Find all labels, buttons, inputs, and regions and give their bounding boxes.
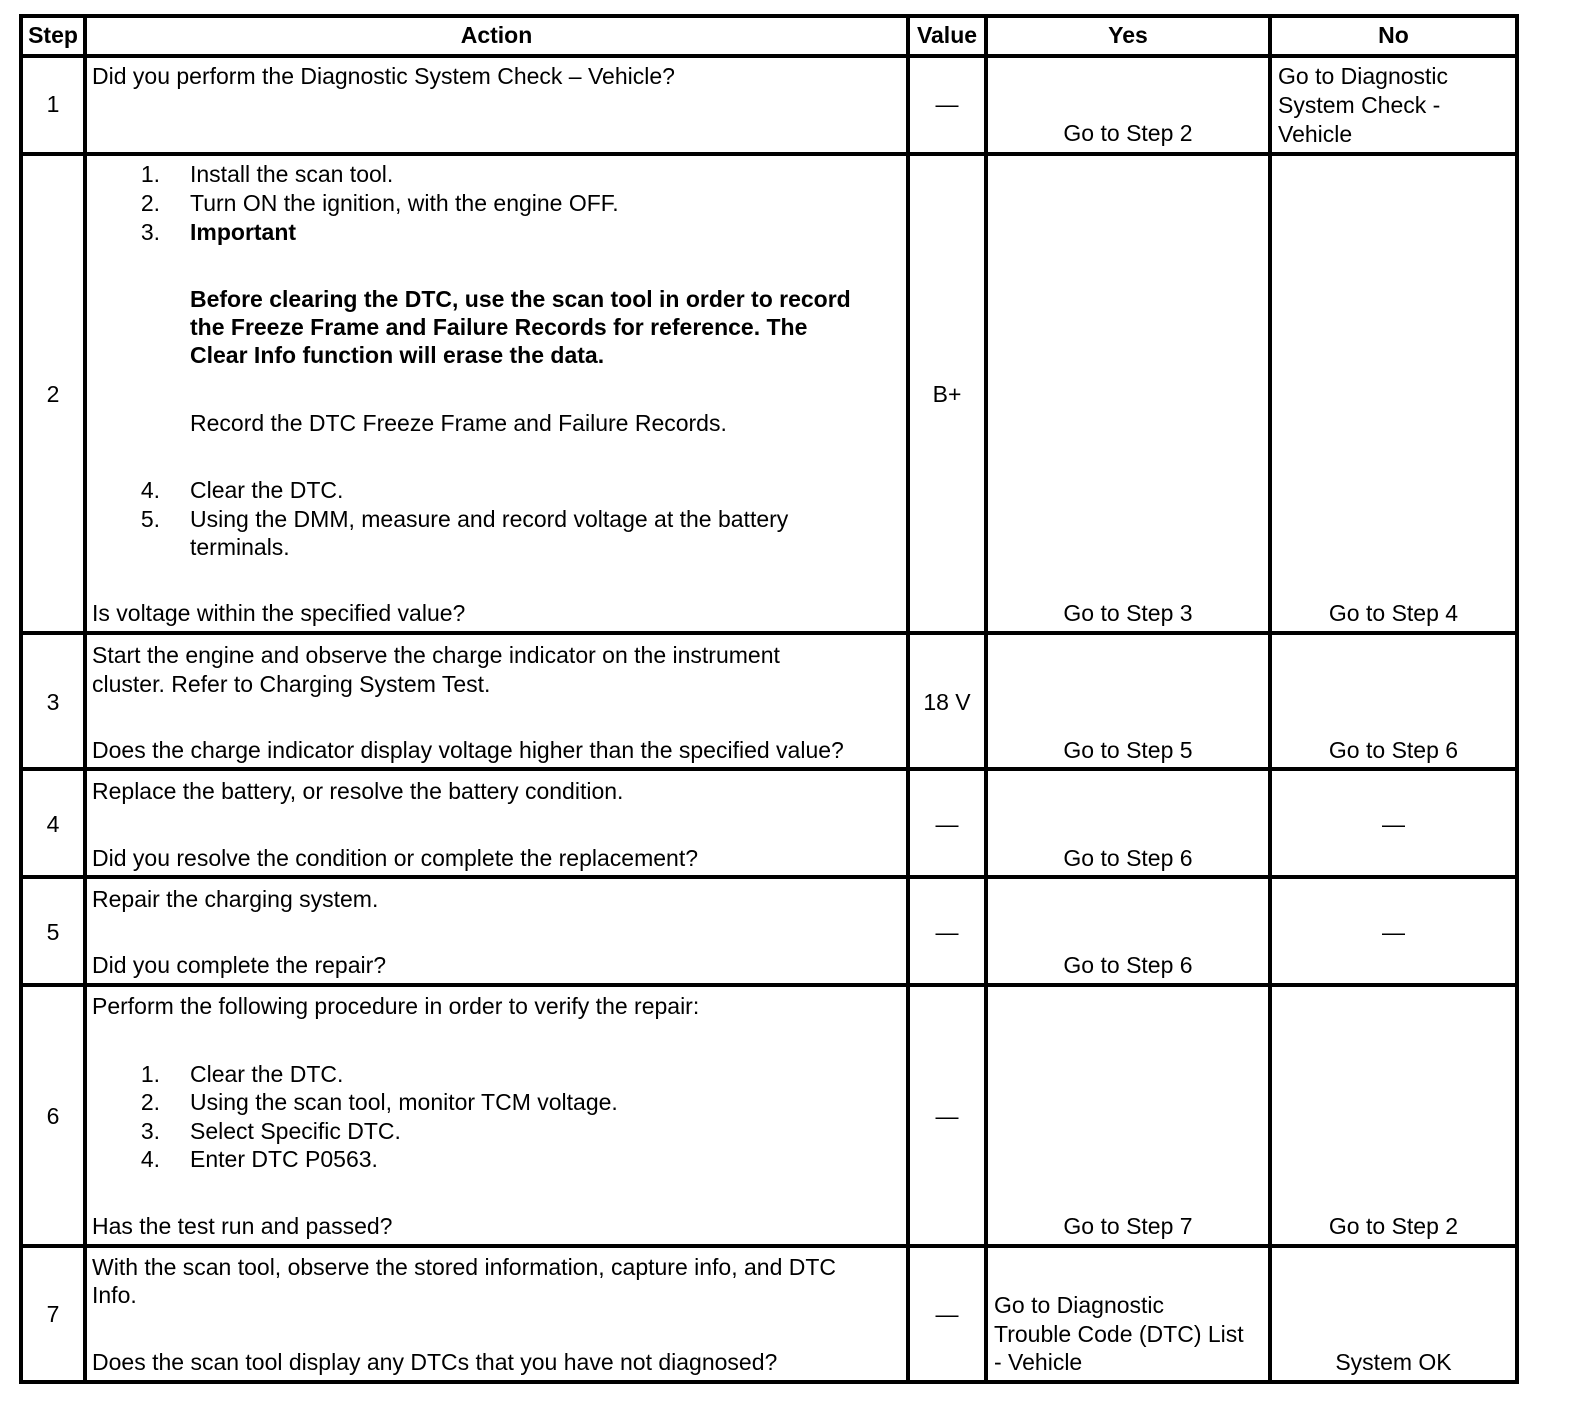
header-yes: Yes bbox=[1108, 22, 1148, 48]
list-number: 1. bbox=[140, 1061, 160, 1087]
yes-cell-line: Trouble Code (DTC) List bbox=[994, 1321, 1244, 1347]
list-number: 3. bbox=[140, 1118, 160, 1144]
yes-cell: Go to Step 6 bbox=[1063, 952, 1193, 978]
no-cell: — bbox=[1382, 811, 1405, 837]
no-cell: — bbox=[1382, 919, 1405, 945]
action-line: Info. bbox=[92, 1282, 137, 1308]
yes-cell: Go to Step 7 bbox=[1063, 1213, 1193, 1239]
no-cell-line: Vehicle bbox=[1278, 121, 1353, 147]
list-number: 1. bbox=[140, 161, 160, 187]
step-number: 7 bbox=[46, 1301, 60, 1327]
action-line: cluster. Refer to Charging System Test. bbox=[92, 671, 491, 697]
action-question: Is voltage within the specified value? bbox=[92, 600, 466, 626]
value-cell: — bbox=[935, 1103, 959, 1129]
step-number: 3 bbox=[46, 689, 60, 715]
value-cell: — bbox=[935, 811, 959, 837]
record-instruction: Record the DTC Freeze Frame and Failure Records. bbox=[190, 410, 727, 436]
no-cell: Go to Step 4 bbox=[1328, 600, 1459, 626]
value-cell: — bbox=[935, 1301, 959, 1327]
list-item: Clear the DTC. bbox=[190, 1061, 344, 1087]
header-no: No bbox=[1378, 22, 1409, 48]
value-cell: 18 V bbox=[923, 689, 971, 715]
action-question: Did you perform the Diagnostic System Check – Vehicle? bbox=[92, 63, 675, 89]
yes-cell: Go to Step 5 bbox=[1063, 737, 1193, 763]
action-line: Replace the battery, or resolve the battery condition. bbox=[92, 778, 624, 804]
important-label: Important bbox=[190, 219, 297, 245]
list-number: 2. bbox=[140, 1089, 160, 1115]
yes-cell-line: - Vehicle bbox=[994, 1349, 1083, 1375]
list-number: 4. bbox=[140, 1146, 160, 1172]
yes-cell: Go to Step 3 bbox=[1063, 600, 1193, 626]
action-line: With the scan tool, observe the stored information, capture info, and DTC bbox=[92, 1254, 837, 1280]
header-action: Action bbox=[460, 22, 533, 48]
no-cell: Go to Step 2 bbox=[1328, 1213, 1459, 1239]
header-value: Value bbox=[916, 22, 978, 48]
list-item: Clear the DTC. bbox=[190, 477, 344, 503]
yes-cell: Go to Step 6 bbox=[1063, 845, 1193, 871]
list-item: Using the DMM, measure and record voltage at the battery bbox=[190, 506, 789, 532]
action-question: Did you complete the repair? bbox=[92, 952, 387, 978]
list-number: 4. bbox=[140, 477, 160, 503]
action-question: Has the test run and passed? bbox=[92, 1213, 393, 1239]
no-cell: Go to Step 6 bbox=[1328, 737, 1459, 763]
value-cell: — bbox=[935, 919, 959, 945]
action-question: Does the charge indicator display voltage higher than the specified value? bbox=[92, 737, 844, 763]
important-text-line: the Freeze Frame and Failure Records for reference. The bbox=[190, 314, 808, 340]
list-item: Using the scan tool, monitor TCM voltage. bbox=[190, 1089, 618, 1115]
header-step: Step bbox=[28, 22, 78, 48]
step-number: 4 bbox=[46, 811, 60, 837]
step-number: 2 bbox=[46, 381, 60, 407]
yes-cell: Go to Step 2 bbox=[1063, 120, 1193, 146]
list-number: 2. bbox=[140, 190, 160, 216]
no-cell-line: System Check - bbox=[1278, 92, 1441, 118]
list-item: Turn ON the ignition, with the engine OFF. bbox=[190, 190, 619, 216]
important-text-line: Clear Info function will erase the data. bbox=[190, 342, 605, 368]
list-number: 3. bbox=[140, 219, 160, 245]
action-question: Does the scan tool display any DTCs that you have not diagnosed? bbox=[92, 1349, 778, 1375]
important-text-line: Before clearing the DTC, use the scan tool in order to record bbox=[190, 286, 851, 312]
no-cell-line: Go to Diagnostic bbox=[1278, 63, 1449, 89]
list-number: 5. bbox=[140, 506, 160, 532]
step-number: 6 bbox=[46, 1103, 60, 1129]
list-item: Install the scan tool. bbox=[190, 161, 394, 187]
action-line: Repair the charging system. bbox=[92, 886, 379, 912]
value-cell: B+ bbox=[932, 381, 962, 407]
no-cell: System OK bbox=[1335, 1349, 1452, 1375]
action-line: Start the engine and observe the charge indicator on the instrument bbox=[92, 642, 780, 668]
list-item-continued: terminals. bbox=[190, 534, 290, 560]
action-line: Perform the following procedure in order to verify the repair: bbox=[92, 993, 700, 1019]
list-item: Select Specific DTC. bbox=[190, 1118, 401, 1144]
step-number: 1 bbox=[46, 91, 60, 117]
yes-cell-line: Go to Diagnostic bbox=[994, 1292, 1165, 1318]
value-cell: — bbox=[935, 91, 959, 117]
action-question: Did you resolve the condition or complete the replacement? bbox=[92, 845, 699, 871]
step-number: 5 bbox=[46, 919, 60, 945]
list-item: Enter DTC P0563. bbox=[190, 1146, 378, 1172]
